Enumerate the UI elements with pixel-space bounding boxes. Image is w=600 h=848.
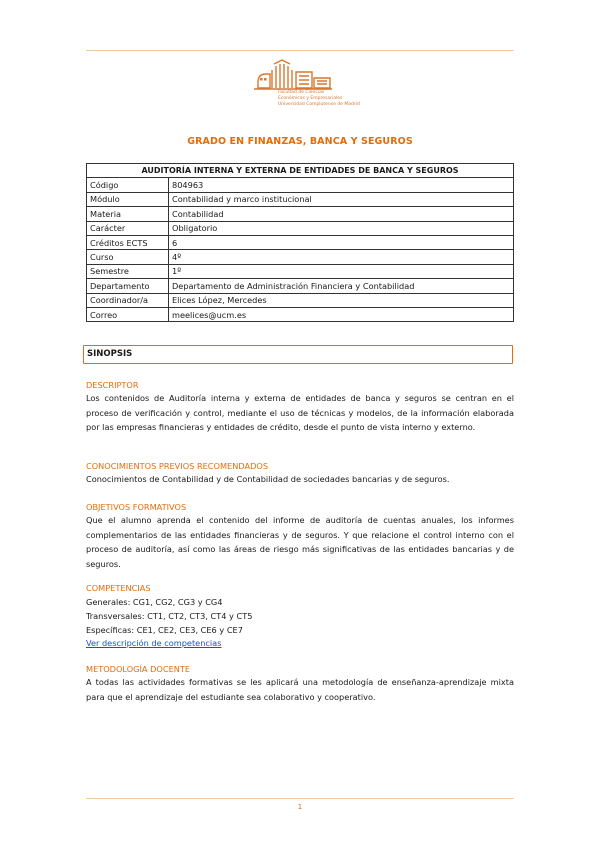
table-row bbox=[87, 235, 514, 249]
table-row bbox=[87, 279, 514, 293]
field-value: Departamento de Administración Financiera y Contabilidad bbox=[169, 279, 514, 293]
field-value: Elices López, Mercedes bbox=[169, 293, 514, 307]
sinopsis-heading: SINOPSIS bbox=[83, 345, 513, 364]
field-label: Coordinador/a bbox=[87, 293, 169, 307]
field-value: Obligatorio bbox=[169, 221, 514, 235]
field-label: Correo bbox=[87, 307, 169, 321]
field-label: Semestre bbox=[87, 264, 169, 278]
field-label: Curso bbox=[87, 250, 169, 264]
field-value: 1º bbox=[169, 264, 514, 278]
field-label: Módulo bbox=[87, 192, 169, 206]
descriptor-text: Los contenidos de Auditoría interna y externa de entidades de banca y seguros se centran en el proceso de verificación y control, mediante el uso de técnicas y modelos, de la información elaborada por las empresas financieras y entidades de crédito, desde el punto de vista interno y externo. bbox=[86, 393, 514, 432]
field-value: Contabilidad bbox=[169, 207, 514, 221]
degree-title: GRADO EN FINANZAS, BANCA Y SEGUROS bbox=[187, 136, 413, 147]
field-label: Créditos ECTS bbox=[87, 235, 169, 249]
table-row bbox=[87, 207, 514, 221]
objectives-heading: OBJETIVOS FORMATIVOS bbox=[86, 502, 187, 512]
course-title: AUDITORÍA INTERNA Y EXTERNA DE ENTIDADES DE BANCA Y SEGUROS bbox=[87, 164, 514, 178]
course-info-table bbox=[86, 163, 514, 322]
general-competencies: Generales: CG1, CG2, CG3 y CG4 bbox=[86, 597, 223, 607]
table-row bbox=[87, 164, 514, 178]
objectives-text: Que el alumno aprenda el contenido del informe de auditoría de cuentas anuales, los informes complementarios de las entidades financieras y de seguros. Y que relacione el control interno con el proceso de auditoría, así como las áreas de riesgo más significativas de las entidades bancarias y de seguros. bbox=[86, 515, 514, 569]
field-label: Materia bbox=[87, 207, 169, 221]
table-row bbox=[87, 192, 514, 206]
table-row bbox=[87, 178, 514, 192]
field-label: Carácter bbox=[87, 221, 169, 235]
page-number: 1 bbox=[297, 803, 303, 811]
prior-knowledge-heading: CONOCIMIENTOS PREVIOS RECOMENDADOS bbox=[86, 461, 269, 471]
prior-knowledge-text: Conocimientos de Contabilidad y de Contabilidad de sociedades bancarias y de seguros. bbox=[86, 474, 450, 484]
table-row bbox=[87, 293, 514, 307]
table-row bbox=[87, 307, 514, 321]
table-row bbox=[87, 250, 514, 264]
competencies-heading: COMPETENCIAS bbox=[86, 583, 151, 593]
table-row bbox=[87, 221, 514, 235]
field-value: Contabilidad y marco institucional bbox=[169, 192, 514, 206]
transversal-competencies: Transversales: CT1, CT2, CT3, CT4 y CT5 bbox=[86, 611, 253, 621]
field-value: meelices@ucm.es bbox=[169, 307, 514, 321]
logo-text-line: Económicas y Empresariales bbox=[278, 96, 343, 101]
table-row bbox=[87, 264, 514, 278]
specific-competencies: Específicas: CE1, CE2, CE3, CE6 y CE7 bbox=[86, 625, 243, 635]
field-value: 4º bbox=[169, 250, 514, 264]
competencies-link[interactable]: Ver descripción de competencias bbox=[86, 638, 222, 648]
field-value: 6 bbox=[169, 235, 514, 249]
field-label: Código bbox=[87, 178, 169, 192]
footer-rule bbox=[86, 798, 514, 799]
methodology-heading: METODOLOGÍA DOCENTE bbox=[86, 664, 191, 674]
field-label: Departamento bbox=[87, 279, 169, 293]
descriptor-heading: DESCRIPTOR bbox=[86, 380, 139, 390]
field-value: 804963 bbox=[169, 178, 514, 192]
logo-text-line: Universidad Complutense de Madrid bbox=[278, 102, 360, 107]
header-rule bbox=[86, 50, 514, 51]
methodology-text: A todas las actividades formativas se les aplicará una metodología de enseñanza-aprendizaje mixta para que el aprendizaje del estudiante sea colaborativo y cooperativo. bbox=[86, 677, 514, 702]
logo-text-line: Facultad de Ciencias bbox=[278, 90, 325, 95]
